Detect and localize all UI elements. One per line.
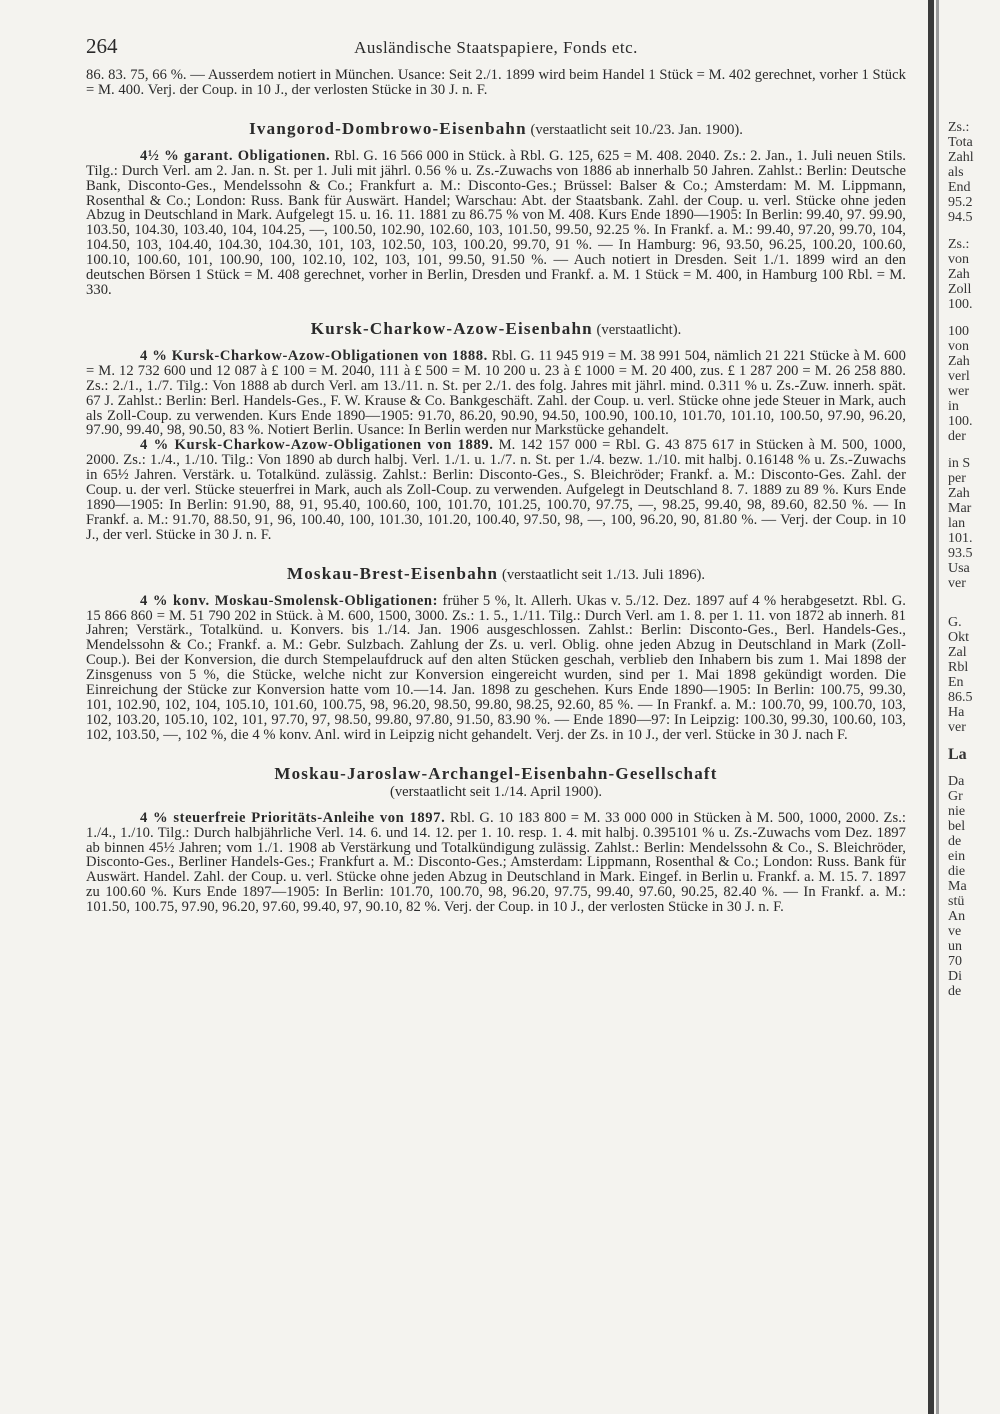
section-title-kursk xyxy=(86,320,906,339)
adjacent-fragment: Zah xyxy=(948,354,970,369)
adjacent-fragment: Zoll xyxy=(948,282,972,297)
adjacent-fragment xyxy=(948,312,1000,324)
bond-paragraph xyxy=(86,438,906,542)
adjacent-fragment: 94.5 xyxy=(948,210,973,225)
adjacent-fragment: Ma xyxy=(948,879,967,894)
adjacent-fragment: verl xyxy=(948,369,970,384)
book-gutter-shadow xyxy=(936,0,939,1414)
adjacent-fragment: de xyxy=(948,984,962,999)
adjacent-fragment: ve xyxy=(948,924,962,939)
section-name: Kursk-Charkow-Azow-Eisenbahn xyxy=(310,318,593,338)
adjacent-fragment xyxy=(948,591,1000,603)
adjacent-fragment: Zahl xyxy=(948,150,974,165)
bond-text: früher 5 %, lt. Allerh. Ukas v. 5./12. Dez. 1897 auf 4 % herabgesetzt. Rbl. G. 15 866 860 = M. 51 790 202 in Stück. à M. 600, 1500, 3000. Zs.: 1. 5., 1./11. Tilg.: Durch Verl. am 1. 8. per 1. 11. von 1872 ab innerh. 81 Jahren; Verstärk., Totalkünd. u. Konvers. bis 1./14. Jan. 1906 ausgeschlossen. Zahlst.: Berlin: Disconto-Ges., Berl. Handels-Ges., Mendelssohn & Co.; Frankf. a. M.: Gebr. Sulzbach. Zahlung der Zs. u. verl. Oblig. ohne jeden Abzug in Deutschland in Mark (Zoll-Coup.). Bei der Konversion, die durch Stempelaufdruck auf den alten Stücken geschah, verblieb den Inhabern bis zum 1. Mai 1898 der Zinsgenuss von 5 %, die Stücke, welche nicht zur Konversion eingereicht wurden, sind per 1. Mai 1898 gekündigt worden. Die Einreichung der Stücke zur Konversion hatte vom 10.—14. Jan. 1898 zu geschehen. Kurs Ende 1890—1905: In Berlin: 100.75, 99.30, 101, 102.90, 102, 104, 105.10, 101.60, 100.75, 98, 96.20, 98.50, 99.80, 98.25, 92.60, 85 %. — In Frankf. a. M.: 100.70, 99, 100.70, 103, 102, 103.20, 105.10, 102, 101, 97.70, 97, 98.50, 99.80, 97.80, 91.50, 83.90 %. — Ende 1890—97: In Leipzig: 100.30, 99.30, 100.60, 103, 102, 103.50, —, 102 %, die 4 % konv. Anl. wird in Leipzig nicht gehandelt. Verj. der Zs. in 10 J., der verl. Stücke in 30 J. nach F. xyxy=(86,592,906,743)
adjacent-fragment: der xyxy=(948,429,966,444)
running-head: Ausländische Staatspapiere, Fonds etc. xyxy=(354,38,638,57)
adjacent-fragment: lan xyxy=(948,516,966,531)
adjacent-fragment: Zah xyxy=(948,267,970,282)
bond-heading: 4 % Kursk-Charkow-Azow-Obligationen von 1888. xyxy=(140,347,488,364)
section-subtitle: (verstaatlicht seit 1./13. Juli 1896). xyxy=(501,566,706,583)
bond-heading: 4 % steuerfreie Prioritäts-Anleihe von 1897. xyxy=(140,809,446,826)
adjacent-fragment: in xyxy=(948,399,959,414)
adjacent-fragment: Zs.: xyxy=(948,120,970,135)
adjacent-fragment: Mar xyxy=(948,501,972,516)
adjacent-fragment: die xyxy=(948,864,966,879)
adjacent-fragment: 100. xyxy=(948,414,973,429)
section-name: Moskau-Jaroslaw-Archangel-Eisenbahn-Gesellschaft xyxy=(274,763,718,783)
page-number: 264 xyxy=(86,34,118,58)
adjacent-fragment: von xyxy=(948,252,969,267)
adjacent-fragment: Zs.: xyxy=(948,237,970,252)
adjacent-fragment: 101. xyxy=(948,531,973,546)
adjacent-fragment: Usa xyxy=(948,561,970,576)
adjacent-fragment: 100 xyxy=(948,324,969,339)
adjacent-fragment: Tota xyxy=(948,135,973,150)
adjacent-fragment xyxy=(948,444,1000,456)
adjacent-fragment: End xyxy=(948,180,971,195)
adjacent-fragment: 86.5 xyxy=(948,690,973,705)
section-subtitle: (verstaatlicht). xyxy=(596,321,682,338)
book-gutter xyxy=(928,0,934,1414)
adjacent-fragment: Da xyxy=(948,774,965,789)
section-name: Ivangorod-Dombrowo-Eisenbahn xyxy=(249,118,527,138)
adjacent-fragment: La xyxy=(948,746,967,763)
adjacent-fragment: 100. xyxy=(948,297,973,312)
section-title-moskau-jaroslaw xyxy=(86,765,906,801)
bond-paragraph xyxy=(86,149,906,298)
adjacent-fragment: ver xyxy=(948,576,966,591)
adjacent-fragment: per xyxy=(948,471,966,486)
adjacent-fragment: An xyxy=(948,909,966,924)
adjacent-fragment: un xyxy=(948,939,962,954)
section-subtitle: (verstaatlicht seit 1./14. April 1900). xyxy=(390,783,602,800)
section-name: Moskau-Brest-Eisenbahn xyxy=(286,563,499,583)
section-subtitle: (verstaatlicht seit 10./23. Jan. 1900). xyxy=(530,121,743,138)
bond-paragraph xyxy=(86,349,906,438)
adjacent-fragment: 95.2 xyxy=(948,195,973,210)
adjacent-fragment xyxy=(948,603,1000,615)
adjacent-fragment: 93.5 xyxy=(948,546,973,561)
adjacent-fragment: Rbl xyxy=(948,660,969,675)
bond-paragraph xyxy=(86,594,906,743)
adjacent-fragment: Di xyxy=(948,969,962,984)
page-header xyxy=(86,28,906,68)
section-title-moskau-brest xyxy=(86,565,906,584)
adjacent-fragment: von xyxy=(948,339,969,354)
bond-heading: 4 % konv. Moskau-Smolensk-Obligationen: xyxy=(140,592,439,609)
adjacent-fragment: Zal xyxy=(948,645,967,660)
section-title-ivangorod xyxy=(86,120,906,139)
adjacent-fragment: En xyxy=(948,675,964,690)
bond-heading: 4 % Kursk-Charkow-Azow-Obligationen von 1889. xyxy=(140,437,494,454)
adjacent-fragment: Zah xyxy=(948,486,970,501)
bond-text: M. 142 157 000 = Rbl. G. 43 875 617 in Stücken à M. 500, 1000, 2000. Zs.: 1./4., 1./10. Tilg.: Von 1890 ab durch halbj. Verl. 1./1. u. 1./7. n. St. per 1./4. bezw. 1./10. mit halbj. 0.16148 % u. Zs.-Zuwachs in 65½ Jahren. Verstärk. u. Totalkünd. zulässig. Zahlst.: Berlin: Disconto-Ges., S. Bleichröder; Frankf. a. M.: Disconto-Ges. Zahl. der Coup. u. der verl. Stücke steuerfrei in Mark, auch als Zoll-Coup. zu verwenden. Aufgelegt in Deutschland 8. 7. 1889 zu 89 %. Kurs Ende 1890—1905: In Berlin: 91.90, 88, 91, 95.40, 100.60, 100, 101.70, 101.25, 100.70, 97.75, —, 98.25, 99.40, 98, 89.60, 82.50 %. — In Frankf. a. M.: 91.70, 88.50, 91, 96, 100.40, 100, 101.30, 101.20, 100.40, 97.50, 98, —, 100, 96.20, 90, 81.80 %. — Verj. der Coup. in 10 J., der verl. Stücke in 30 J. n. F. xyxy=(86,437,906,543)
adjacent-fragment: ein xyxy=(948,849,966,864)
adjacent-fragment xyxy=(948,225,1000,237)
adjacent-fragment: Ha xyxy=(948,705,965,720)
adjacent-fragment: in S xyxy=(948,456,971,471)
adjacent-fragment: 70 xyxy=(948,954,962,969)
bond-text: Rbl. G. 11 945 919 = M. 38 991 504, nämlich 21 221 Stücke à M. 600 = M. 12 732 600 und 12 087 à £ 100 = M. 2040, 111 à £ 500 = M. 10 200 u. 23 à £ 1000 = M. 20 400, zus. £ 1 287 200 = M. 26 258 880. Zs.: 2./1., 1./7. Tilg.: Von 1888 ab durch Verl. am 13./11. n. St. per 2./1. des folg. Jahres mit jährl. mind. 0.311 % u. Zs.-Zuw. innerh. spät. 67 J. Zahlst.: Berlin: Berl. Handels-Ges., F. W. Krause & Co. Bankgeschäft. Zahl. der Coup. u. verl. Stücke ohne jede Steuer in Mark, auch als Zoll-Coup. zu verwenden. Kurs Ende 1890—1905: 91.70, 86.20, 90.90, 94.50, 100.90, 100.10, 101.70, 101.10, 100.50, 97.90, 96.20, 97.90, 99.40, 98, 90.50, 83 %. Notiert Berlin. Usance: In Berlin werden nur Markstücke gehandelt. xyxy=(86,347,907,439)
adjacent-fragment: Gr xyxy=(948,789,963,804)
adjacent-fragment: Okt xyxy=(948,630,969,645)
adjacent-page-fragments xyxy=(948,120,1000,999)
main-column xyxy=(86,28,906,915)
adjacent-fragment: ver xyxy=(948,720,966,735)
adjacent-fragment: als xyxy=(948,165,964,180)
adjacent-fragment: G. xyxy=(948,615,962,630)
bond-text: Rbl. G. 10 183 800 = M. 33 000 000 in Stücken à M. 500, 1000, 2000. Zs.: 1./4., 1./10. Tilg.: Durch halbjährliche Verl. 14. 6. und 14. 12. per 1. 10. resp. 1. 4. mit halbj. 0.395101 % u. Zs.-Zuwachs vom Dez. 1897 ab binnen 45½ Jahren; vom 1./1. 1908 ab Verstärkung und Totalkündigung zulässig. Zahlst.: Berlin: Mendelssohn & Co., S. Bleichröder, Disconto-Ges., Berliner Handels-Ges.; Frankfurt a. M.: Disconto-Ges.; Amsterdam: Lippmann, Rosenthal & Co.; London: Russ. Bank für Auswärt. Handel. Zahl. der Coup. u. verl. Stücke ohne jeden Abzug in Deutschland in Mark. Eingef. in Berlin u. Frankf. a. M. 15. 7. 1897 zu 100.60 %. Kurs Ende 1897—1905: In Berlin: 101.70, 100.70, 98, 96.20, 97.75, 99.40, 97.60, 90.25, 82.40 %. — In Frankf. a. M.: 101.50, 100.75, 97.90, 96.20, 97.60, 99.40, 97, 90.10, 82 %. Verj. der Coup. in 10 J., der verlosten Stücke in 30 J. n. F. xyxy=(86,809,907,916)
adjacent-fragment: nie xyxy=(948,804,966,819)
adjacent-fragment: stü xyxy=(948,894,965,909)
adjacent-fragment xyxy=(948,762,1000,774)
bond-heading: 4½ % garant. Obligationen. xyxy=(140,147,331,164)
bond-paragraph xyxy=(86,811,906,915)
bond-text: Rbl. G. 16 566 000 in Stück. à Rbl. G. 125, 625 = M. 408. 2040. Zs.: 2. Jan., 1. Juli neuen Stils. Tilg.: Durch Verl. am 2. Jan. n. St. per 1. Juli mit jährl. 0.56 % u. Zs.-Zuwachs von 1886 ab innerhalb 50 Jahren. Zahlst.: Berlin: Deutsche Bank, Disconto-Ges., Mendelssohn & Co.; Frankfurt a. M.: Disconto-Ges.; Brüssel: Balser & Co.; Amsterdam: M. M. Lippmann, Rosenthal & Co.; London: Russ. Bank für Auswärt. Handel; Warschau: Abt. der Staatsbank. Zahl. der Coup. u. verl. Stücke ohne jeden Abzug in Deutschland in Mark. Aufgelegt 15. u. 16. 11. 1881 zu 86.75 % von M. 408. Kurs Ende 1890—1905: In Berlin: 99.40, 97. 99.90, 103.50, 104.30, 103.40, 104, 104.25, —, 100.50, 102.90, 102.60, 103, 101.50, 99.50, 92.25 %. In Frankf. a. M.: 99.40, 97.20, 99.70, 104, 104.50, 103, 104.40, 104.30, 104.30, 101, 103, 102.50, 103, 100.20, 99.70, 91 %. — In Hamburg: 96, 93.50, 96.25, 100.20, 100.60, 100.10, 100.60, 101, 100.90, 100, 102.10, 102, 103, 101, 99.50, 91.50 %. — Auch notiert in Dresden. Seit 1./1. 1899 wird an den deutschen Börsen 1 Stück = M. 408 gerechnet, vorher in Berlin, Dresden und Frankf. a. M. 1 Stück = M. 400, in Hamburg 100 Rbl. = M. 330. xyxy=(86,147,906,298)
adjacent-fragment: bel xyxy=(948,819,966,834)
adjacent-fragment: de xyxy=(948,834,962,849)
intro-paragraph: 86. 83. 75, 66 %. — Ausserdem notiert in München. Usance: Seit 2./1. 1899 wird beim Handel 1 Stück = M. 402 gerechnet, vorher 1 Stück = M. 400. Verj. der Coup. in 10 J., der verlosten Stücke in 30 J. n. F. xyxy=(86,67,906,98)
adjacent-fragment: wer xyxy=(948,384,969,399)
